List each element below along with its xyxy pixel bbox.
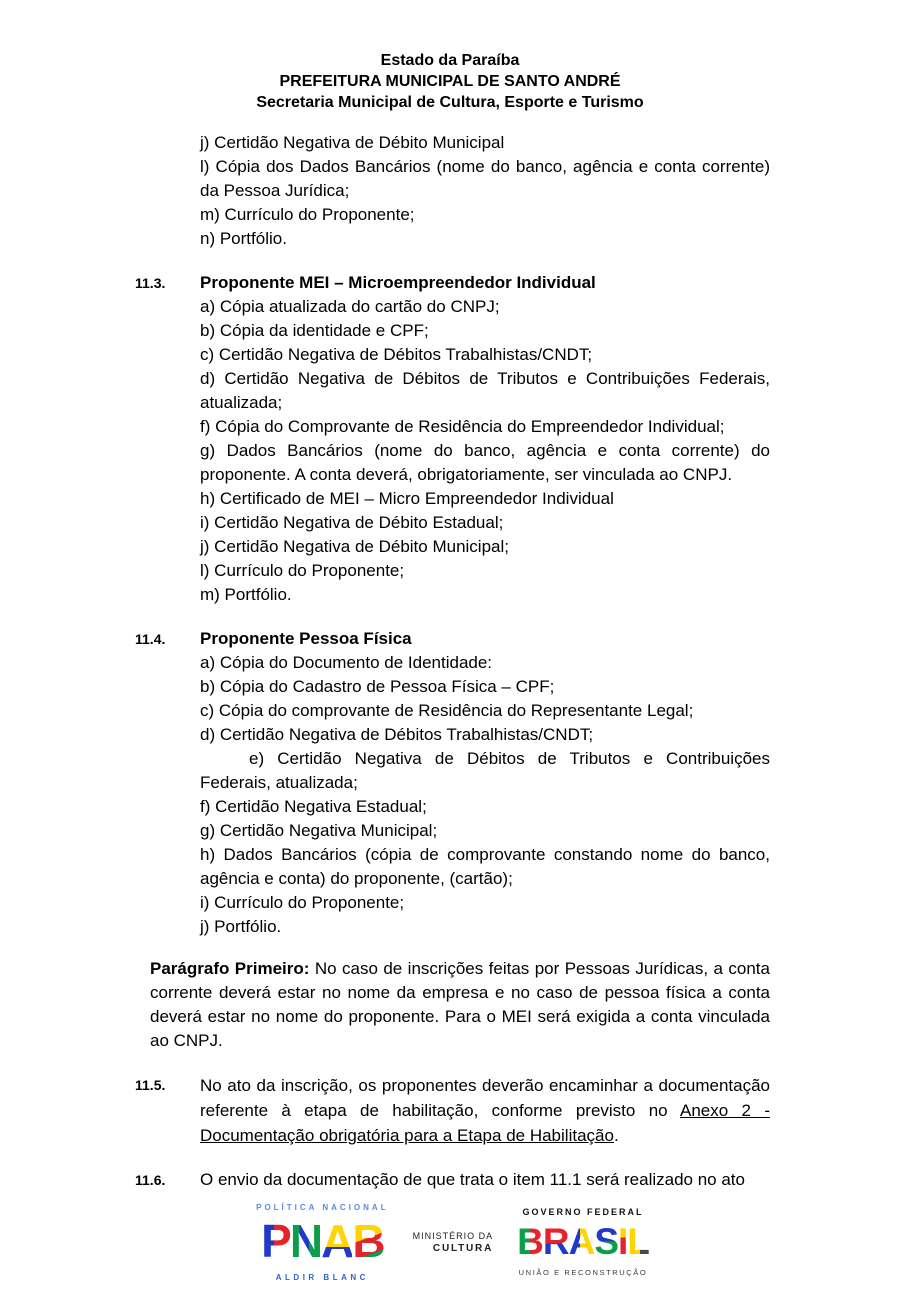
- list-item: b) Cópia da identidade e CPF;: [200, 321, 429, 340]
- paragrafo-primeiro-text: No caso de inscrições feitas por Pessoas Jurídicas, a conta corrente deverá estar no nome da empresa e no caso de pessoa física a conta deverá estar no nome do proponente. Para o MEI será exigida a conta vinculada ao CNPJ.: [150, 959, 770, 1050]
- section-number: 11.5.: [135, 1077, 166, 1093]
- pnab-caption-top: POLÍTICA NACIONAL: [256, 1203, 389, 1212]
- list-item: a) Cópia do Documento de Identidade:: [200, 653, 493, 672]
- brasil-government-logo: [517, 1200, 649, 1285]
- section-11-4: [135, 627, 770, 939]
- section-11-3: [135, 271, 770, 607]
- section-11-5-text: [200, 1073, 770, 1148]
- section-11-3-list: [200, 295, 770, 607]
- list-item: c) Certidão Negativa de Débitos Trabalhistas/CNDT;: [200, 345, 593, 364]
- pnab-letter-b: B: [352, 1215, 384, 1267]
- section-title: Proponente MEI – Microempreendedor Individual: [200, 273, 596, 292]
- list-item: m) Portfólio.: [200, 585, 292, 604]
- list-item: a) Cópia atualizada do cartão do CNPJ;: [200, 297, 500, 316]
- section-number: 11.6.: [135, 1172, 166, 1188]
- list-item: n) Portfólio.: [200, 229, 287, 248]
- list-item: l) Currículo do Proponente;: [200, 561, 405, 580]
- brasil-letter-a: A: [568, 1221, 595, 1263]
- section-number: 11.4.: [135, 631, 166, 647]
- pnab-logo: [256, 1196, 388, 1290]
- ministry-of-culture-label: [413, 1230, 494, 1256]
- governo-federal-caption: GOVERNO FEDERAL: [522, 1207, 644, 1218]
- paragrafo-primeiro-label: Parágrafo Primeiro:: [150, 959, 310, 978]
- uniao-reconstrucao-caption: UNIÃO E RECONSTRUÇÃO: [518, 1268, 648, 1278]
- brasil-letter-l: L: [627, 1221, 649, 1263]
- list-item: l) Cópia dos Dados Bancários (nome do banco, agência e conta corrente) da Pessoa Jurídica;: [200, 157, 770, 200]
- list-item: f) Certidão Negativa Estadual;: [200, 797, 427, 816]
- pnab-wordmark-icon: [256, 1215, 388, 1267]
- list-item: j) Portfólio.: [200, 917, 282, 936]
- list-item: f) Cópia do Comprovante de Residência do Empreendedor Individual;: [200, 417, 725, 436]
- pnab-letter-a: A: [321, 1215, 353, 1267]
- anexo-2-reference: Anexo 2 - Documentação obrigatória para a Etapa de Habilitação: [200, 1101, 770, 1145]
- paragrafo-primeiro: [150, 957, 770, 1053]
- section-title: Proponente Pessoa Física: [200, 629, 412, 648]
- section-11-5-text-after: .: [613, 1126, 619, 1145]
- list-item: i) Currículo do Proponente;: [200, 893, 405, 912]
- intro-document-list: [200, 131, 770, 251]
- list-item: d) Certidão Negativa de Débitos Trabalhistas/CNDT;: [200, 725, 594, 744]
- list-item: e) Certidão Negativa de Débitos de Tributos e Contribuições Federais, atualizada;: [200, 749, 770, 792]
- list-item: g) Certidão Negativa Municipal;: [200, 821, 438, 840]
- ministry-line-1: MINISTÉRIO DA: [412, 1231, 494, 1242]
- pnab-letter-n: N: [289, 1215, 322, 1267]
- header-secretariat-line: Secretaria Municipal de Cultura, Esporte e Turismo: [256, 94, 644, 111]
- section-11-5-text-before: No ato da inscrição, os proponentes deverão encaminhar a documentação referente à etapa de habilitação, conforme previsto no: [200, 1076, 770, 1120]
- list-item: g) Dados Bancários (nome do banco, agência e conta corrente) do proponente. A conta deverá, obrigatoriamente, ser vinculada ao CNPJ.: [200, 441, 770, 484]
- section-11-5: [135, 1073, 770, 1148]
- list-item: h) Certificado de MEI – Micro Empreendedor Individual: [200, 489, 614, 508]
- header-city-line: PREFEITURA MUNICIPAL DE SANTO ANDRÉ: [279, 73, 621, 90]
- brasil-letter-s: S: [594, 1221, 618, 1263]
- brasil-letter-i: I: [618, 1221, 628, 1263]
- section-number: 11.3.: [135, 275, 166, 291]
- document-body: [135, 131, 770, 1290]
- list-item: j) Certidão Negativa de Débito Municipal;: [200, 537, 509, 556]
- section-11-6: [135, 1168, 770, 1192]
- section-11-6-text: O envio da documentação de que trata o item 11.1 será realizado no ato: [200, 1170, 745, 1189]
- document-header: [0, 0, 900, 113]
- list-item: c) Cópia do comprovante de Residência do Representante Legal;: [200, 701, 694, 720]
- section-11-4-list: [200, 651, 770, 939]
- footer-logos: [135, 1196, 770, 1290]
- pnab-caption-bottom: ALDIR BLANC: [275, 1272, 369, 1282]
- list-item: j) Certidão Negativa de Débito Municipal: [200, 133, 505, 152]
- brasil-letter-b: B: [517, 1221, 543, 1263]
- ministry-line-2: CULTURA: [432, 1243, 494, 1255]
- brasil-letter-r: R: [542, 1221, 569, 1263]
- list-item: m) Currículo do Proponente;: [200, 205, 415, 224]
- header-state-line: Estado da Paraíba: [380, 52, 520, 69]
- list-item: h) Dados Bancários (cópia de comprovante constando nome do banco, agência e conta) do proponente, (cartão);: [200, 845, 770, 888]
- brasil-wordmark-icon: [517, 1221, 649, 1263]
- list-item: i) Certidão Negativa de Débito Estadual;: [200, 513, 504, 532]
- list-item: d) Certidão Negativa de Débitos de Tributos e Contribuições Federais, atualizada;: [200, 369, 770, 412]
- pnab-letter-p: P: [261, 1215, 290, 1267]
- list-item: b) Cópia do Cadastro de Pessoa Física – CPF;: [200, 677, 555, 696]
